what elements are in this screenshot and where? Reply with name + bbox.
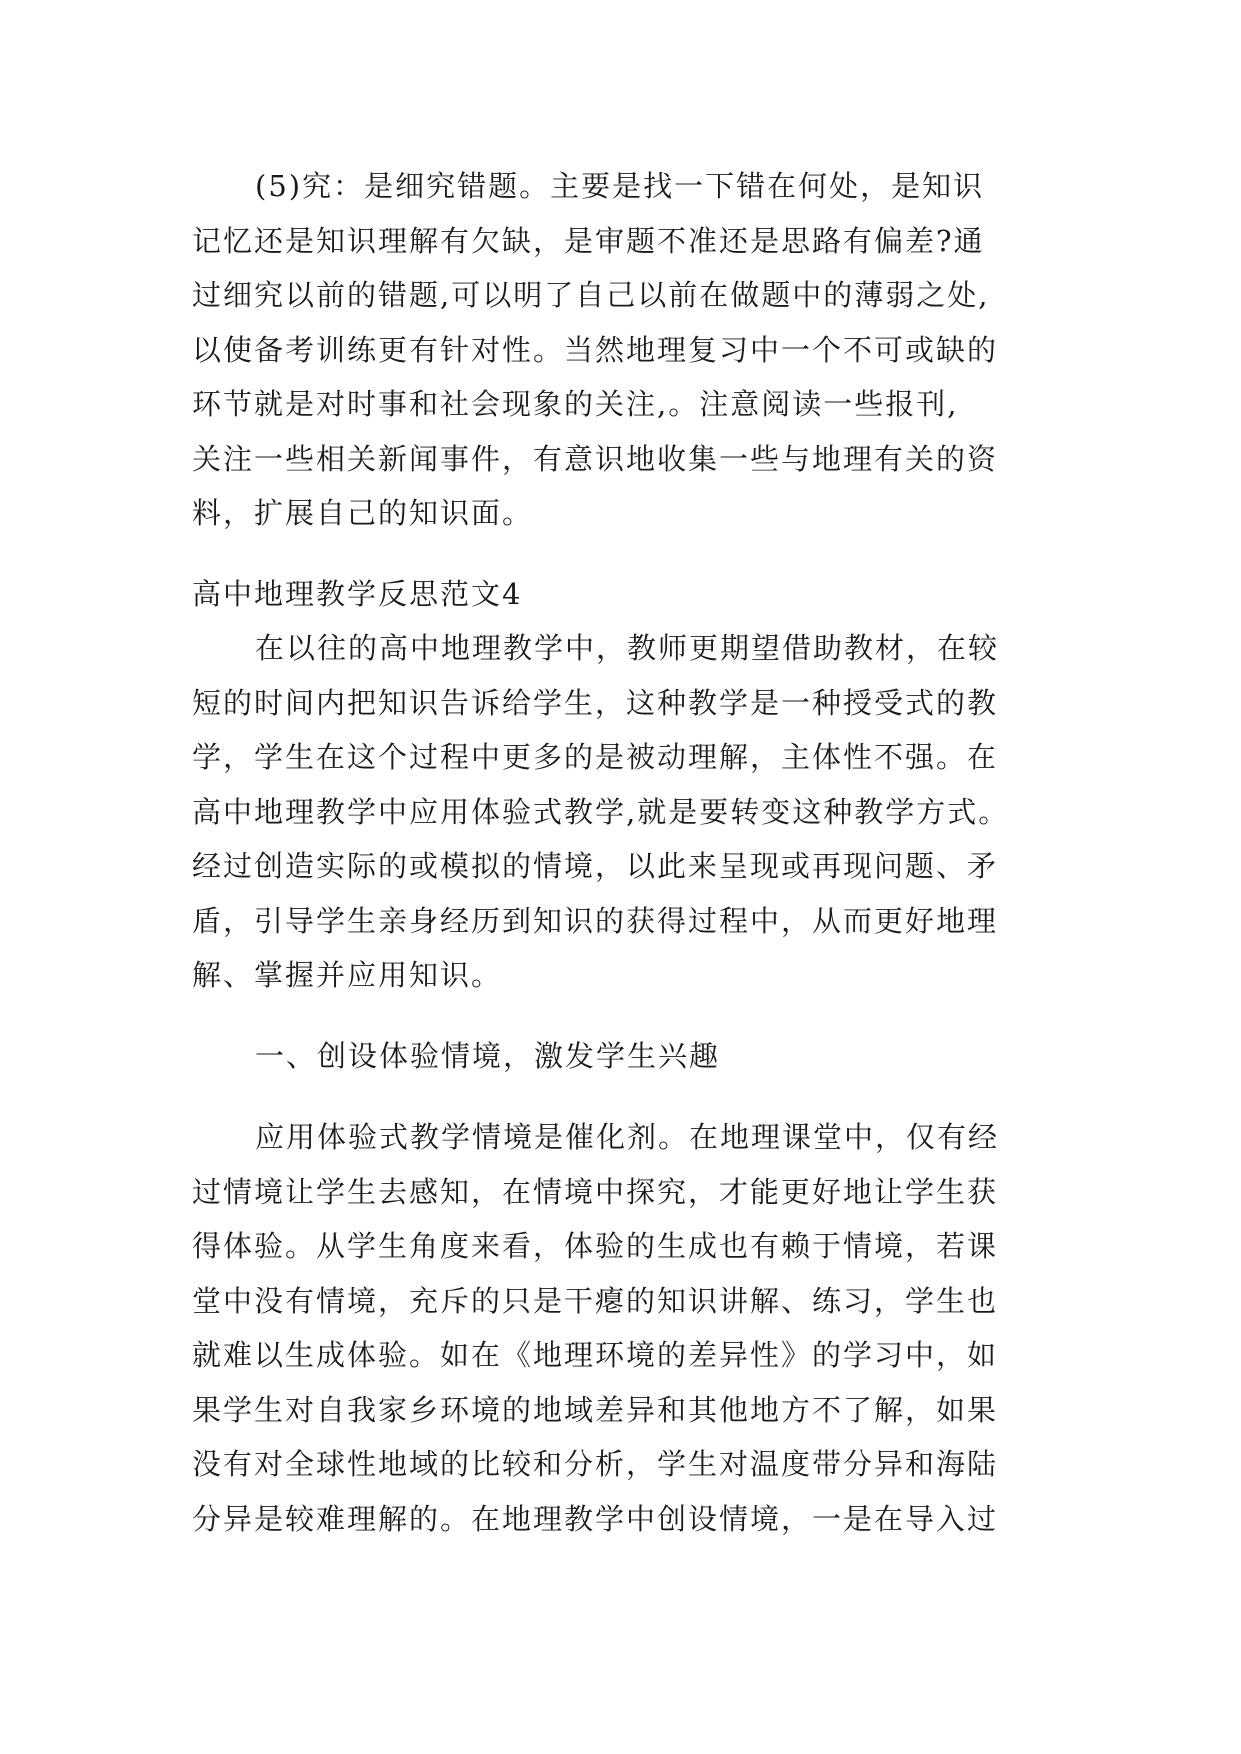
text-line: 环节就是对时事和社会现象的关注,。注意阅读一些报刊, <box>192 387 959 421</box>
text-line: 堂中没有情境，充斥的只是干瘪的知识讲解、练习，学生也 <box>192 1284 999 1318</box>
text-line: 短的时间内把知识告诉给学生，这种教学是一种授受式的教 <box>192 686 999 720</box>
text-line: 果学生对自我家乡环境的地域差异和其他地方不了解，如果 <box>192 1393 999 1427</box>
text-line: 在以往的高中地理教学中，教师更期望借助教材，在较 <box>255 631 1000 665</box>
text-line: 应用体验式教学情境是催化剂。在地理课堂中，仅有经 <box>255 1120 1000 1154</box>
text-line: 就难以生成体验。如在《地理环境的差异性》的学习中，如 <box>192 1338 999 1372</box>
subheading: 一、创设体验情境，激发学生兴趣 <box>255 1039 721 1073</box>
text-line: 料，扩展自己的知识面。 <box>192 496 534 530</box>
text-line: 过情境让学生去感知，在情境中探究，才能更好地让学生获 <box>192 1175 999 1209</box>
text-line: 过细究以前的错题,可以明了自己以前在做题中的薄弱之处, <box>192 278 990 312</box>
text-line: 高中地理教学中应用体验式教学,就是要转变这种教学方式。 <box>192 795 1010 829</box>
text-line: 盾，引导学生亲身经历到知识的获得过程中，从而更好地理 <box>192 904 999 938</box>
text-line: 得体验。从学生角度来看，体验的生成也有赖于情境，若课 <box>192 1229 999 1263</box>
text-line: 解、掌握并应用知识。 <box>192 958 503 992</box>
text-line: 没有对全球性地域的比较和分析，学生对温度带分异和海陆 <box>192 1447 999 1481</box>
text-line: 分异是较难理解的。在地理教学中创设情境，一是在导入过 <box>192 1502 999 1536</box>
section-heading: 高中地理教学反思范文4 <box>192 577 523 611</box>
text-line: (5)究：是细究错题。主要是找一下错在何处，是知识 <box>255 169 985 203</box>
text-line: 记忆还是知识理解有欠缺，是审题不准还是思路有偏差?通 <box>192 224 985 258</box>
text-line: 学，学生在这个过程中更多的是被动理解，主体性不强。在 <box>192 740 999 774</box>
text-line: 关注一些相关新闻事件，有意识地收集一些与地理有关的资 <box>192 442 999 476</box>
text-line: 以使备考训练更有针对性。当然地理复习中一个不可或缺的 <box>192 333 999 367</box>
text-line: 经过创造实际的或模拟的情境，以此来呈现或再现问题、矛 <box>192 849 999 883</box>
